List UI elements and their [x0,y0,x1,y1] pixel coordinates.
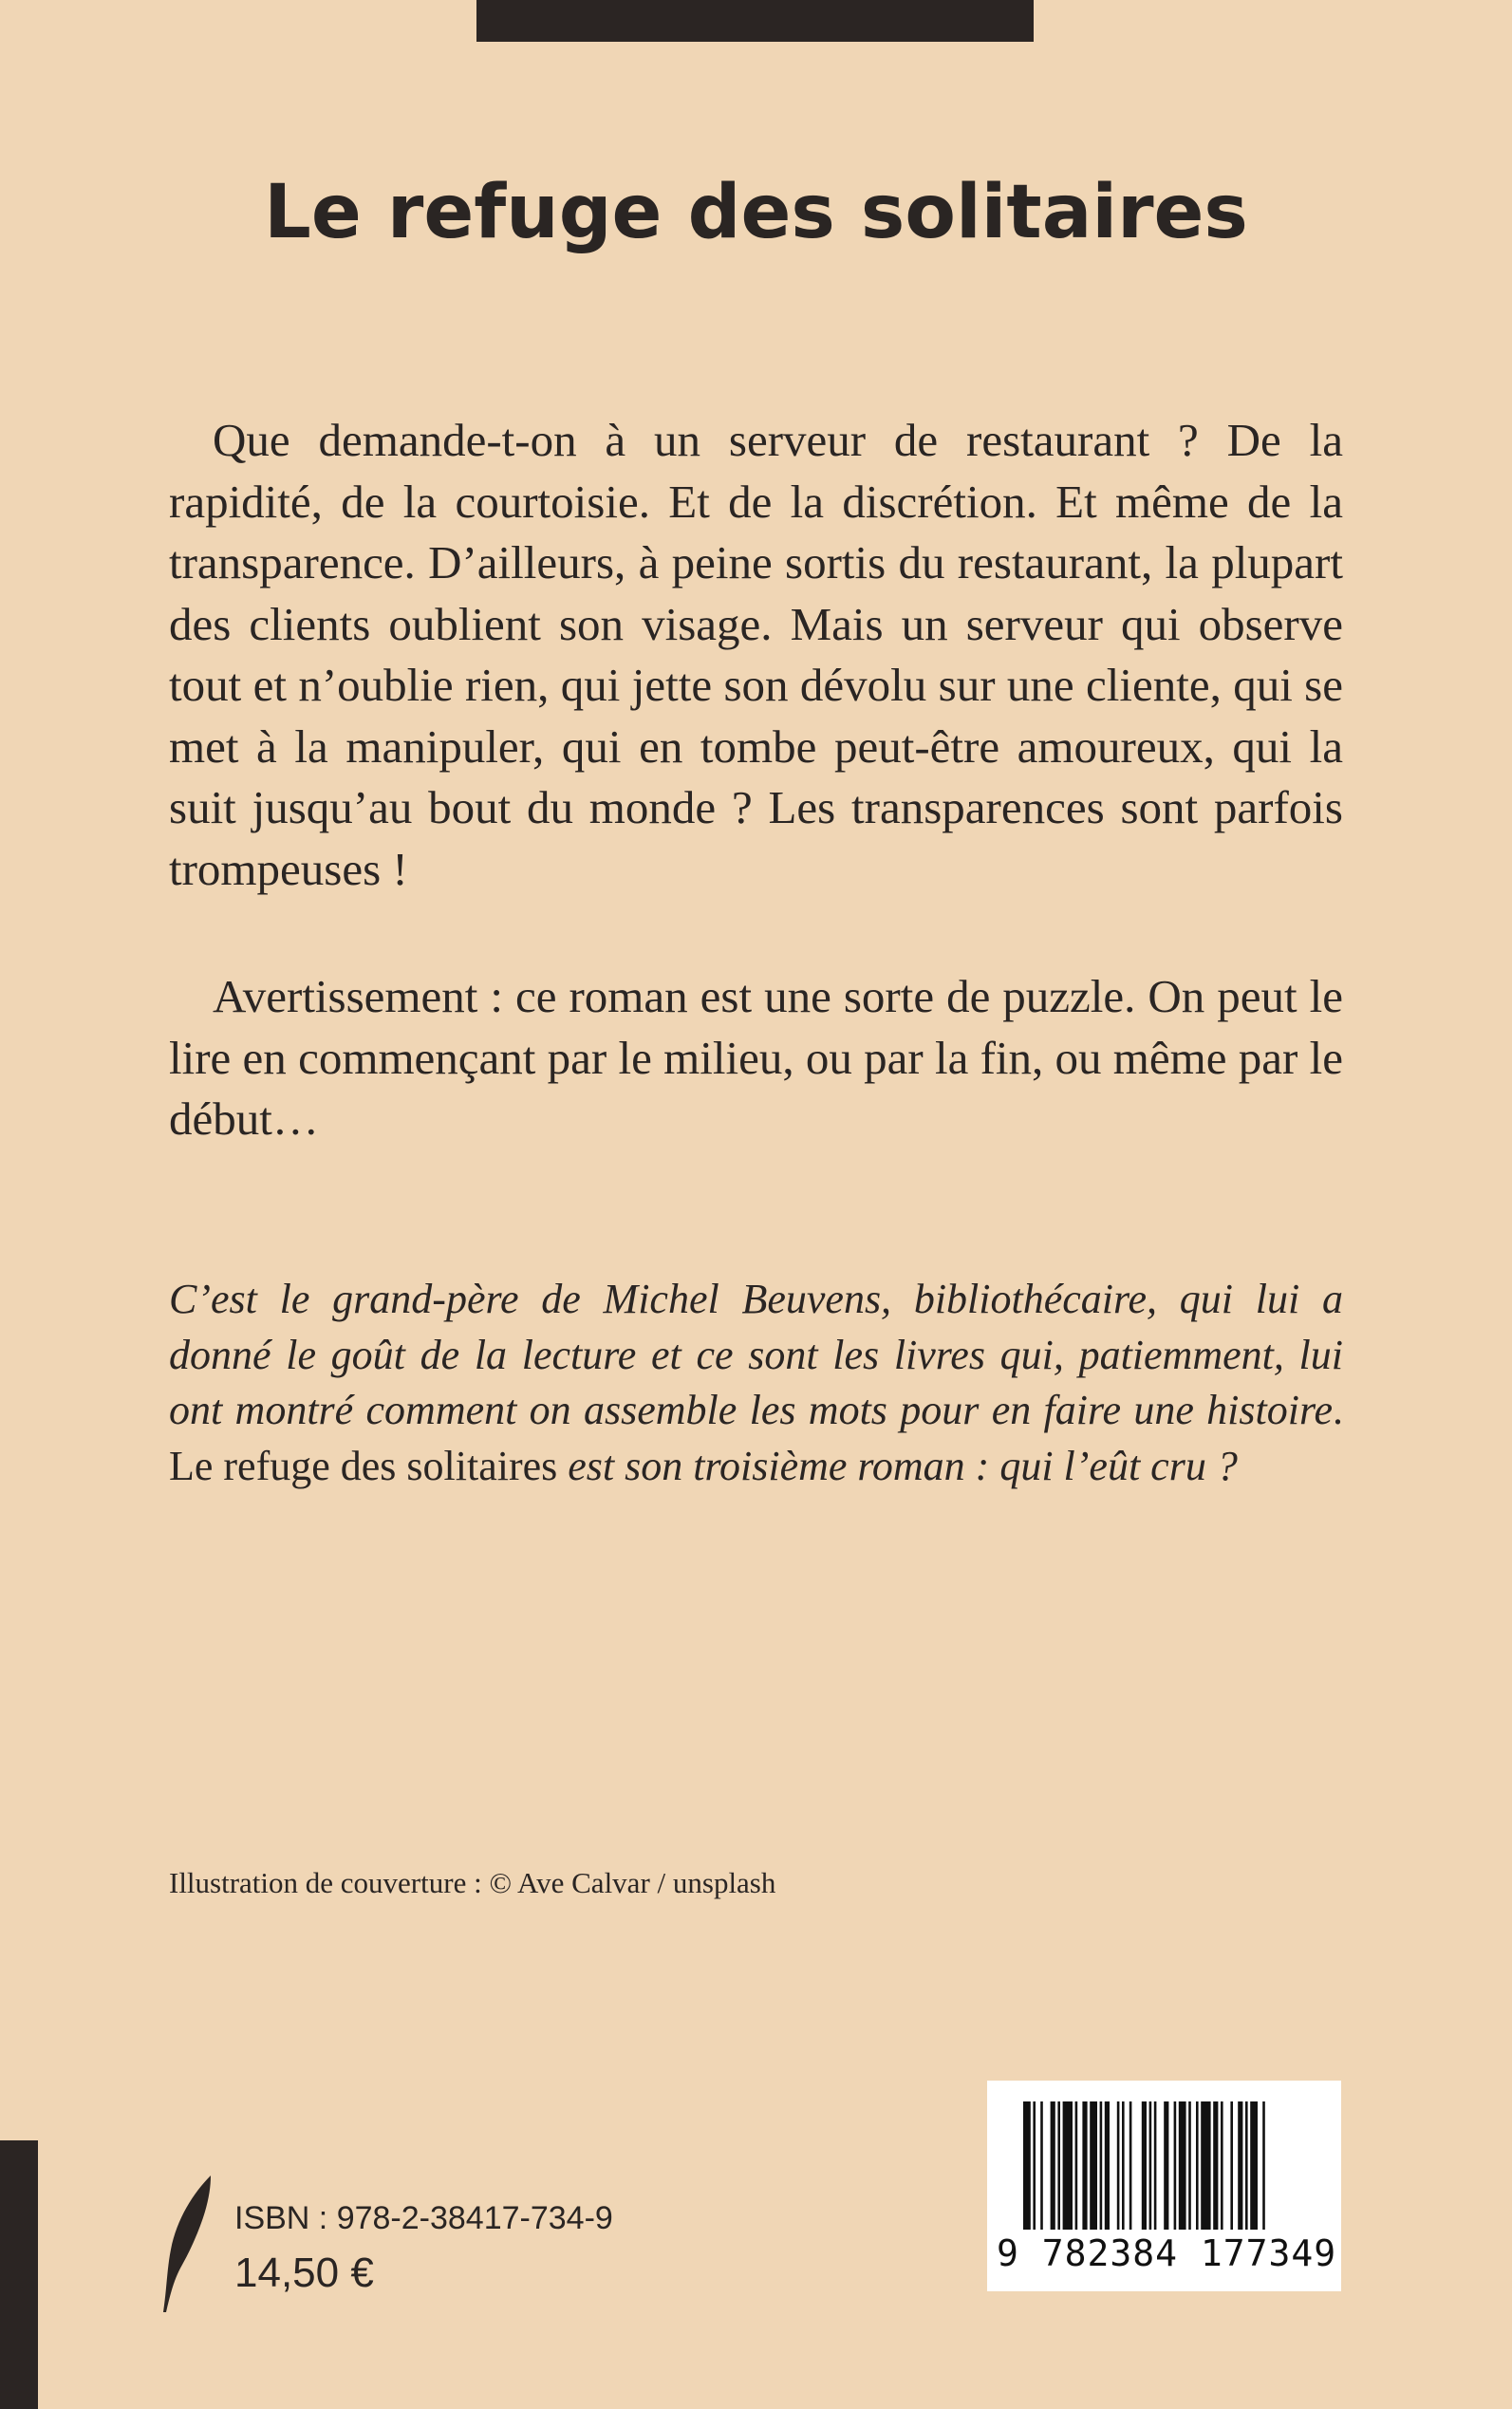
barcode-bar [1105,2101,1110,2230]
barcode-bar [1082,2101,1087,2230]
barcode-number: 9 782384 177349 [997,2232,1337,2274]
top-dark-band [476,0,1034,42]
barcode-bar [1250,2101,1258,2230]
barcode-bar [1057,2101,1060,2230]
barcode-bar [1033,2101,1036,2230]
barcode-bar [1174,2101,1177,2230]
barcode-bar [1149,2101,1152,2230]
illustration-credit: Illustration de couverture : © Ave Calvar / unsplash [169,1866,776,1899]
barcode-bar [1100,2101,1103,2230]
barcode-bar [1179,2101,1186,2230]
barcode-bar [1023,2101,1031,2230]
barcode-bar [1122,2101,1125,2230]
isbn-text: ISBN : 978-2-38417-734-9 [234,2200,613,2236]
barcode-bars-icon [1023,2101,1327,2234]
barcode-bar [1051,2101,1055,2230]
barcode-bar [1154,2101,1157,2230]
author-bio [169,1272,1343,1494]
side-dark-band [0,2140,38,2409]
barcode-bar [1142,2101,1147,2230]
barcode-bar [1063,2101,1073,2230]
barcode-bar [1230,2101,1233,2230]
blurb-paragraph-2: Avertissement : ce roman est une sorte de puzzle. On peut le lire en commençant par le milieu, ou par la fin, ou même par le début… [169,970,1343,1145]
blurb-paragraph-1: Que demande-t-on à un serveur de restaurant ? De la rapidité, de la courtoisie. Et de la discrétion. Et même de la transparence. D’ailleurs, à peine sortis du restaurant, la plupart des clients oublient son visage. Mais un serveur qui observe tout et n’oublie rien, qui jette son dévolu sur une cliente, qui se met à la manipuler, qui en tombe peut-être amoureux, qui la suit jusqu’au bout du monde ? Les transparences sont parfois trompeuses ! [169,414,1343,895]
feather-logo-icon [156,2174,222,2316]
barcode-bar [1262,2101,1265,2230]
barcode-bar [1040,2101,1043,2230]
barcode-bar [1188,2101,1191,2230]
author-bio-plain: . Le refuge des solitaires [169,1387,1343,1489]
barcode-bar [1196,2101,1199,2230]
barcode-bar [1213,2101,1218,2230]
barcode-bar [1164,2101,1168,2230]
price-text: 14,50 € [234,2250,374,2296]
barcode-bar [1075,2101,1078,2230]
barcode-bar [1129,2101,1132,2230]
barcode-bar [1245,2101,1248,2230]
barcode [987,2081,1341,2291]
author-bio-italic-1: C’est le grand-père de Michel Beuvens, bibliothécaire, qui lui a donné le goût de la lecture et ce sont les livres qui, patiemment, lui ont montré comment on assemble les mots pour en faire une histoire [169,1276,1343,1433]
barcode-bar [1201,2101,1210,2230]
author-bio-italic-2: est son troisième roman : qui l’eût cru ? [568,1442,1238,1489]
barcode-bar [1221,2101,1223,2230]
barcode-bar [1117,2101,1120,2230]
book-title: Le refuge des solitaires [264,170,1248,255]
barcode-bar [1238,2101,1242,2230]
barcode-bar [1090,2101,1097,2230]
